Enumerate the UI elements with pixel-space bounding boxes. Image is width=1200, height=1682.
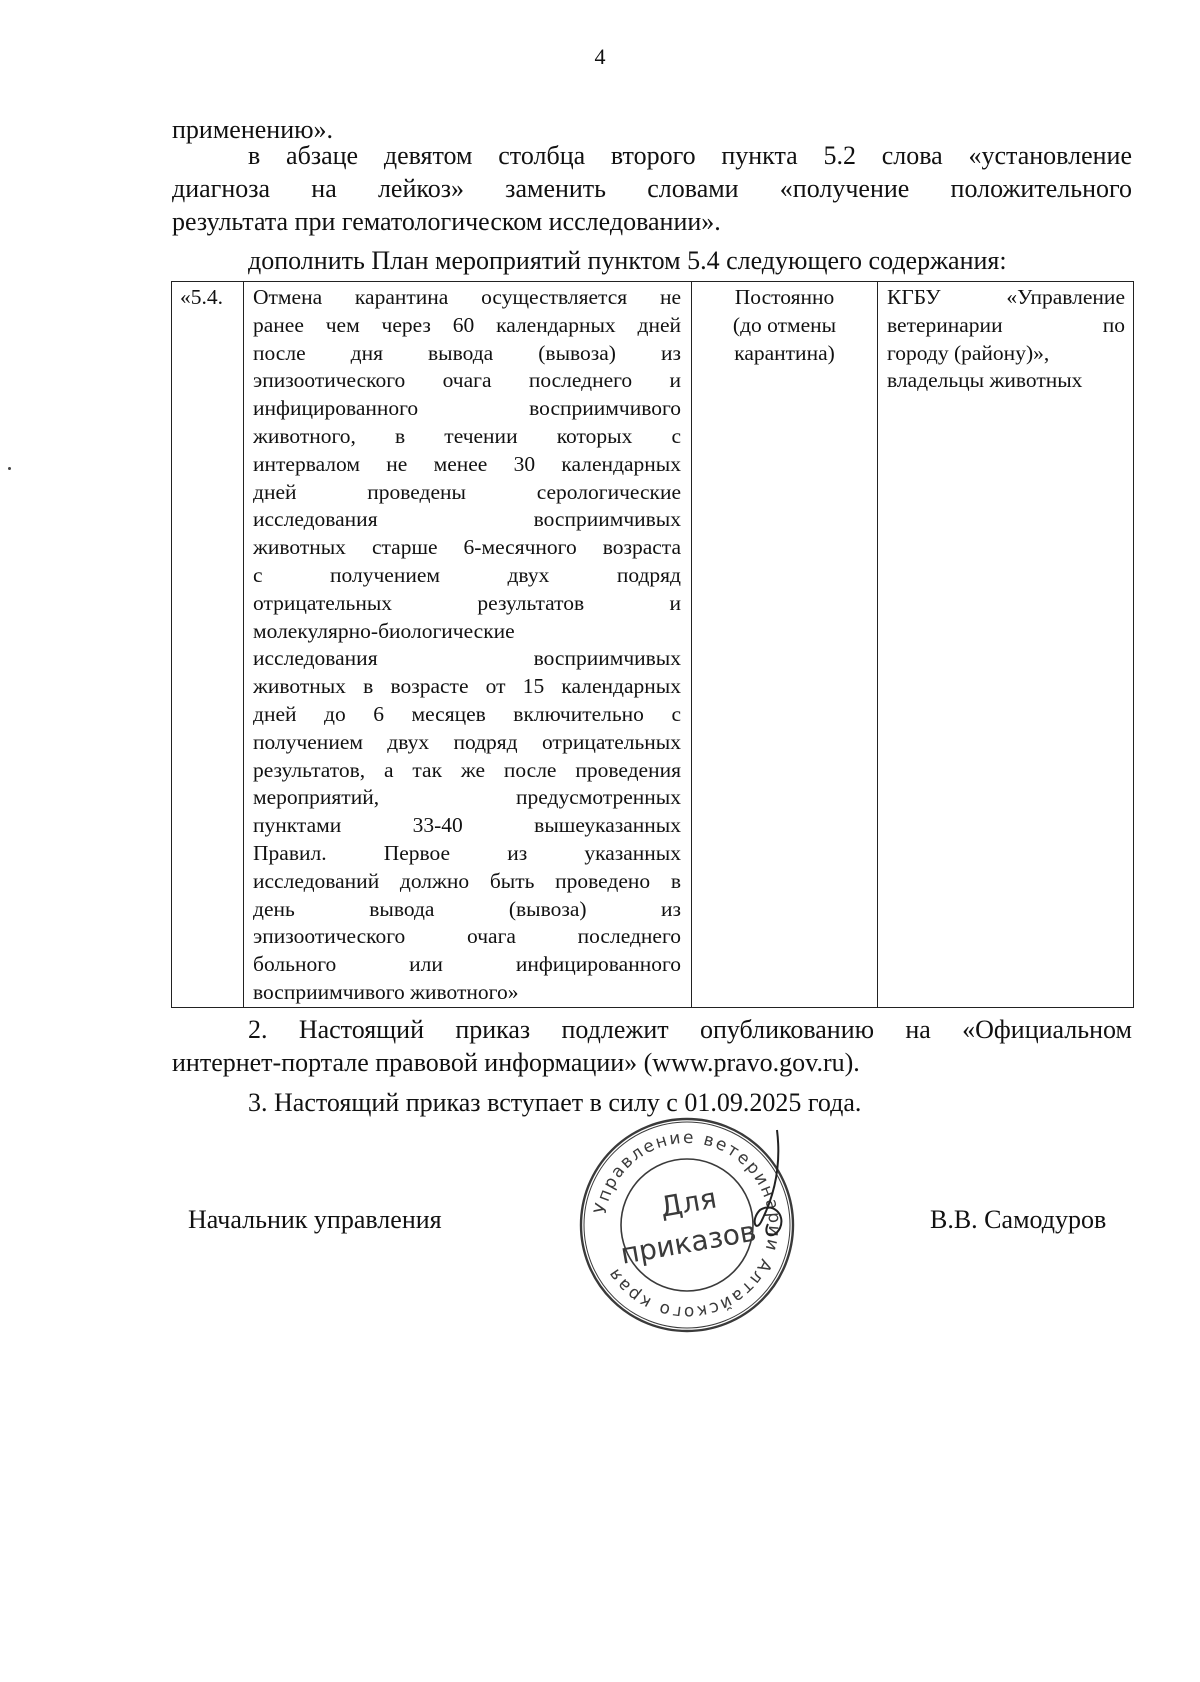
content-line: пунктами 33-40 вышеуказанных [253, 813, 681, 838]
content-line: животных в возрасте от 15 календарных [253, 674, 681, 699]
page-number: 4 [594, 44, 606, 69]
measures-table [171, 281, 1134, 1008]
content-line: результатов, а так же после проведения [253, 757, 681, 782]
content-line: день вывода (вывоза) из [253, 896, 681, 921]
executor-line: владельцы животных [887, 368, 1083, 393]
content-line: больного или инфицированного [253, 952, 681, 977]
intro-p2-line: результата при гематологическом исследовании». [172, 207, 721, 236]
term-line: Постоянно [734, 285, 835, 309]
stamp-center-line-1: Для [657, 1181, 720, 1224]
content-line: исследования восприимчивых [253, 646, 681, 671]
intro-p2-line: диагноза на лейкоз» заменить словами «получение положительного [172, 174, 1132, 203]
content-line: ранее чем через 60 календарных дней [253, 312, 681, 337]
content-line: мероприятий, предусмотренных [253, 785, 681, 810]
content-line: животных старше 6-месячного возраста [253, 535, 681, 560]
content-line: с получением двух подряд [253, 562, 681, 587]
content-line: после дня вывода (вывоза) из [253, 340, 681, 365]
outro-item2-line: 2. Настоящий приказ подлежит опубликованию на «Официальном [248, 1015, 1132, 1044]
intro-paragraph-3: дополнить План мероприятий пунктом 5.4 следующего содержания: [248, 246, 1007, 275]
intro-line-1: применению». [172, 115, 334, 144]
item-content-cell [244, 282, 692, 1008]
term-line: карантина) [734, 340, 835, 365]
scan-speck [8, 467, 11, 470]
content-line: получением двух подряд отрицательных [253, 729, 681, 754]
content-line: отрицательных результатов и [253, 590, 681, 615]
content-line: дней до 6 месяцев включительно с [253, 701, 681, 726]
intro-paragraph-2 [172, 139, 1132, 238]
outro-item-2 [172, 1013, 1132, 1079]
content-line: Правил. Первое из указанных [253, 840, 681, 865]
content-line: молекулярно-биологические [253, 618, 515, 643]
signatory-name: В.В. Самодуров [930, 1205, 1107, 1234]
content-line: животного, в течении которых с [253, 423, 681, 448]
content-line: эпизоотического очага последнего [253, 924, 681, 949]
official-stamp-icon [572, 1110, 802, 1340]
content-line: восприимчивого животного» [253, 979, 519, 1004]
content-line: эпизоотического очага последнего и [253, 368, 681, 393]
signatory-position: Начальник управления [188, 1205, 442, 1234]
outro-item2-line: интернет-портале правовой информации» (www.pravo.gov.ru). [172, 1048, 860, 1077]
stamp-outer-ring [581, 1119, 793, 1331]
content-line: исследований должно быть проведено в [253, 868, 681, 893]
content-line: Отмена карантина осуществляется не [253, 285, 681, 309]
content-line: инфицированного восприимчивого [253, 396, 681, 421]
term-line: (до отмены [732, 312, 837, 337]
table-row [172, 282, 1134, 1008]
item-number-cell [172, 282, 244, 1008]
content-line: интервалом не менее 30 календарных [253, 451, 681, 476]
intro-p2-line: в абзаце девятом столбца второго пункта 5.2 слова «установление [248, 141, 1132, 170]
term-cell [692, 282, 878, 1008]
stamp-ring-text: Управление ветеринарии Алтайского края [590, 1127, 785, 1323]
executor-line: ветеринарии по [887, 312, 1125, 337]
content-line: дней проведены серологические [253, 479, 681, 504]
executor-line: городу (району)», [887, 340, 1050, 365]
executor-cell [878, 282, 1134, 1008]
stamp-center-line-2: приказов [618, 1214, 759, 1271]
content-line: исследования восприимчивых [253, 507, 681, 532]
executor-line: КГБУ «Управление [887, 285, 1125, 309]
outro-item-3: 3. Настоящий приказ вступает в силу с 01.09.2025 года. [248, 1088, 862, 1117]
item-number: «5.4. [180, 285, 223, 309]
